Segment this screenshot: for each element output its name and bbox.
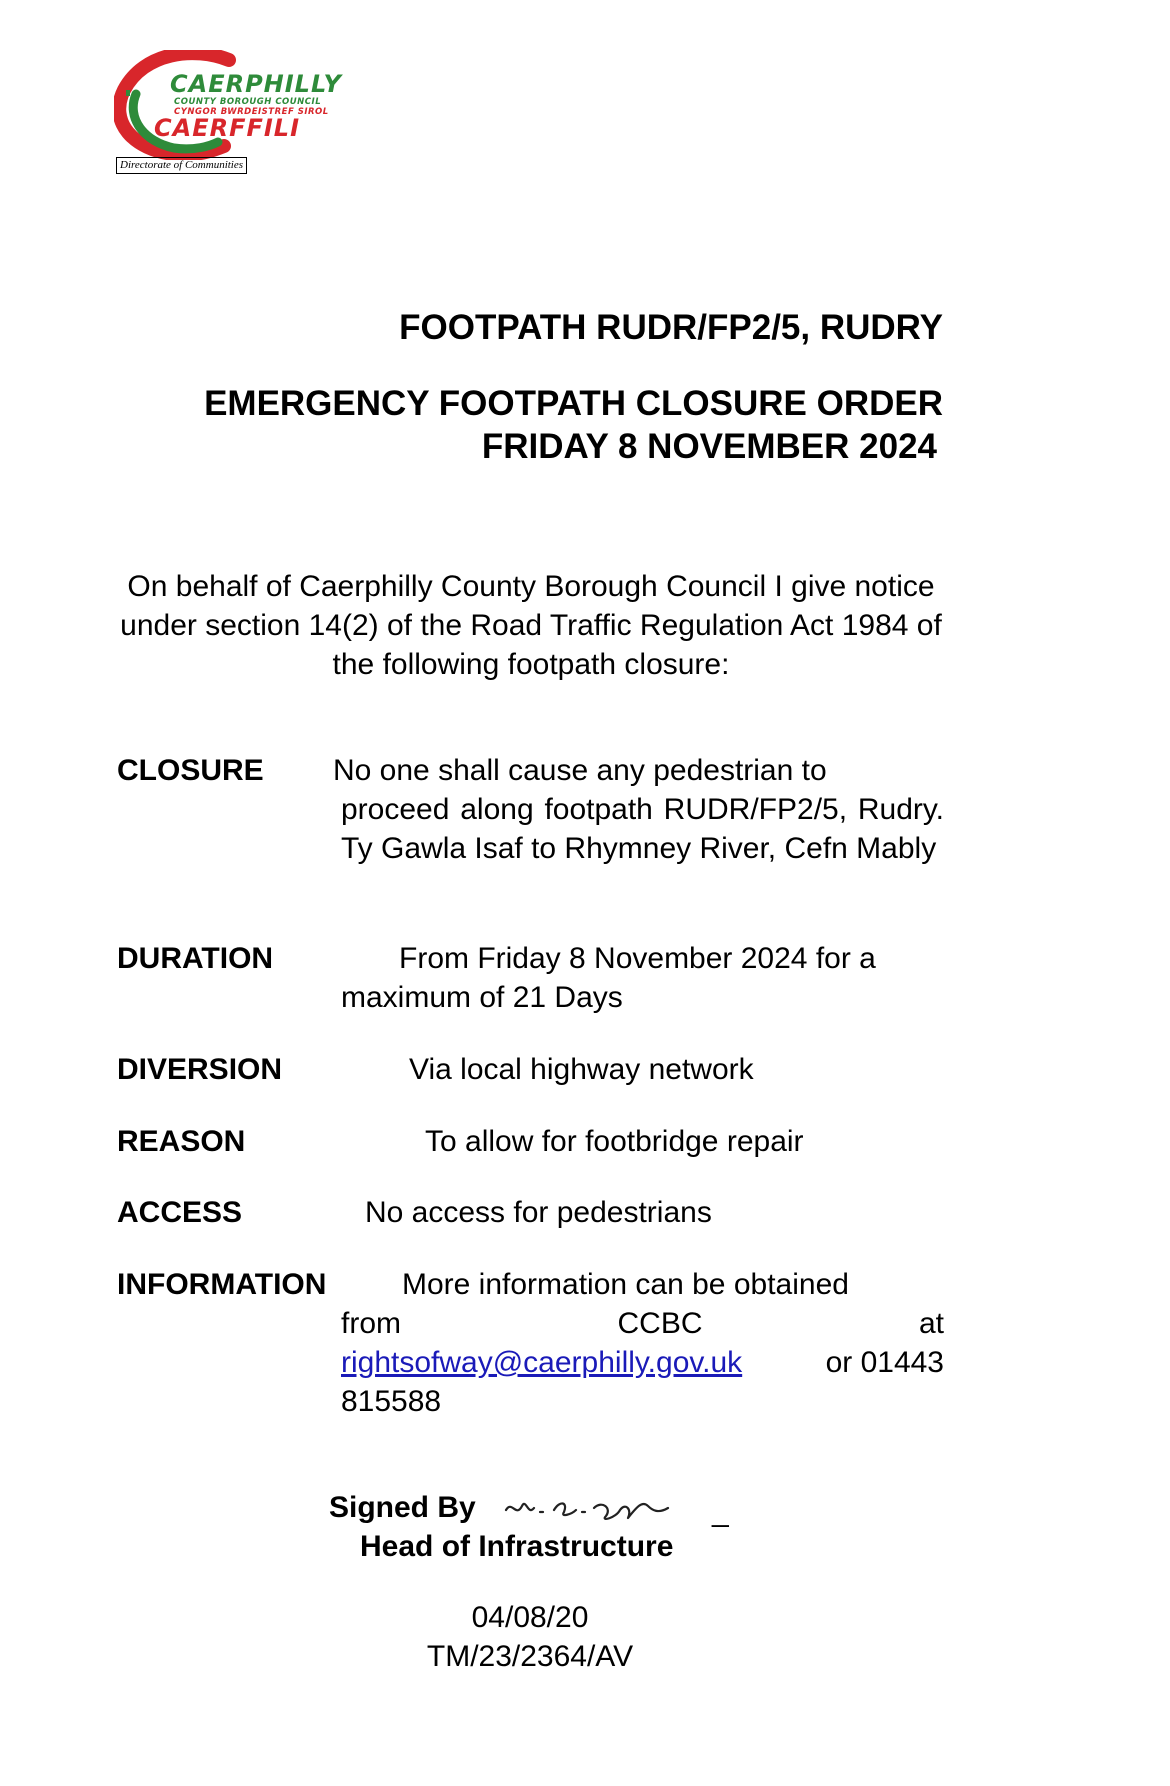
signed-by-label: Signed By: [329, 1491, 476, 1524]
reason-label: REASON: [117, 1125, 246, 1158]
order-title: EMERGENCY FOOTPATH CLOSURE ORDER: [204, 384, 943, 423]
signature-trailing: _: [712, 1495, 729, 1528]
information-phone-start: or 01443: [825, 1346, 944, 1379]
document-reference: TM/23/2364/AV: [426, 1640, 634, 1673]
closure-label: CLOSURE: [117, 754, 264, 787]
information-email-line: [341, 1343, 944, 1382]
logo-subtitle-en: COUNTY BOROUGH COUNCIL: [174, 97, 322, 107]
footpath-title: FOOTPATH RUDR/FP2/5, RUDRY: [399, 308, 943, 347]
reason-text: To allow for footbridge repair: [425, 1125, 804, 1158]
diversion-text: Via local highway network: [409, 1053, 754, 1086]
information-first-line: More information can be obtained: [402, 1268, 849, 1301]
closure-text: proceed along footpath RUDR/FP2/5, Rudry. Ty Gawla Isaf to Rhymney River, Cefn Mably: [341, 793, 944, 865]
signatory-role: Head of Infrastructure: [360, 1530, 674, 1563]
duration-label: DURATION: [117, 942, 274, 975]
information-line2: from CCBC at: [341, 1307, 944, 1340]
diversion-label: DIVERSION: [117, 1053, 283, 1086]
access-label: ACCESS: [117, 1196, 243, 1229]
email-link[interactable]: rightsofway@caerphilly.gov.uk: [341, 1346, 743, 1379]
department-label: Directorate of Communities: [116, 157, 247, 174]
order-date: FRIDAY 8 NOVEMBER 2024: [481, 427, 937, 466]
closure-first-line: No one shall cause any pedestrian to: [333, 754, 827, 787]
access-text: No access for pedestrians: [365, 1196, 712, 1229]
logo-name-cy: CAERFFILI: [154, 114, 301, 142]
information-phone-end: 815588: [341, 1385, 442, 1418]
logo-subtitle-cy: CYNGOR BWRDEISTREF SIROL: [174, 107, 329, 117]
duration-text: maximum of 21 Days: [341, 981, 623, 1014]
document-date: 04/08/20: [471, 1601, 589, 1634]
council-logo: [114, 50, 404, 178]
logo-name-en: CAERPHILLY: [170, 70, 342, 98]
duration-first-line: From Friday 8 November 2024 for a: [399, 942, 876, 975]
information-label: INFORMATION: [117, 1268, 327, 1301]
intro-paragraph: On behalf of Caerphilly County Borough Council I give notice under section 14(2) of the Road Traffic Regulation Act 1984 of the following footpath closure:: [120, 570, 942, 681]
